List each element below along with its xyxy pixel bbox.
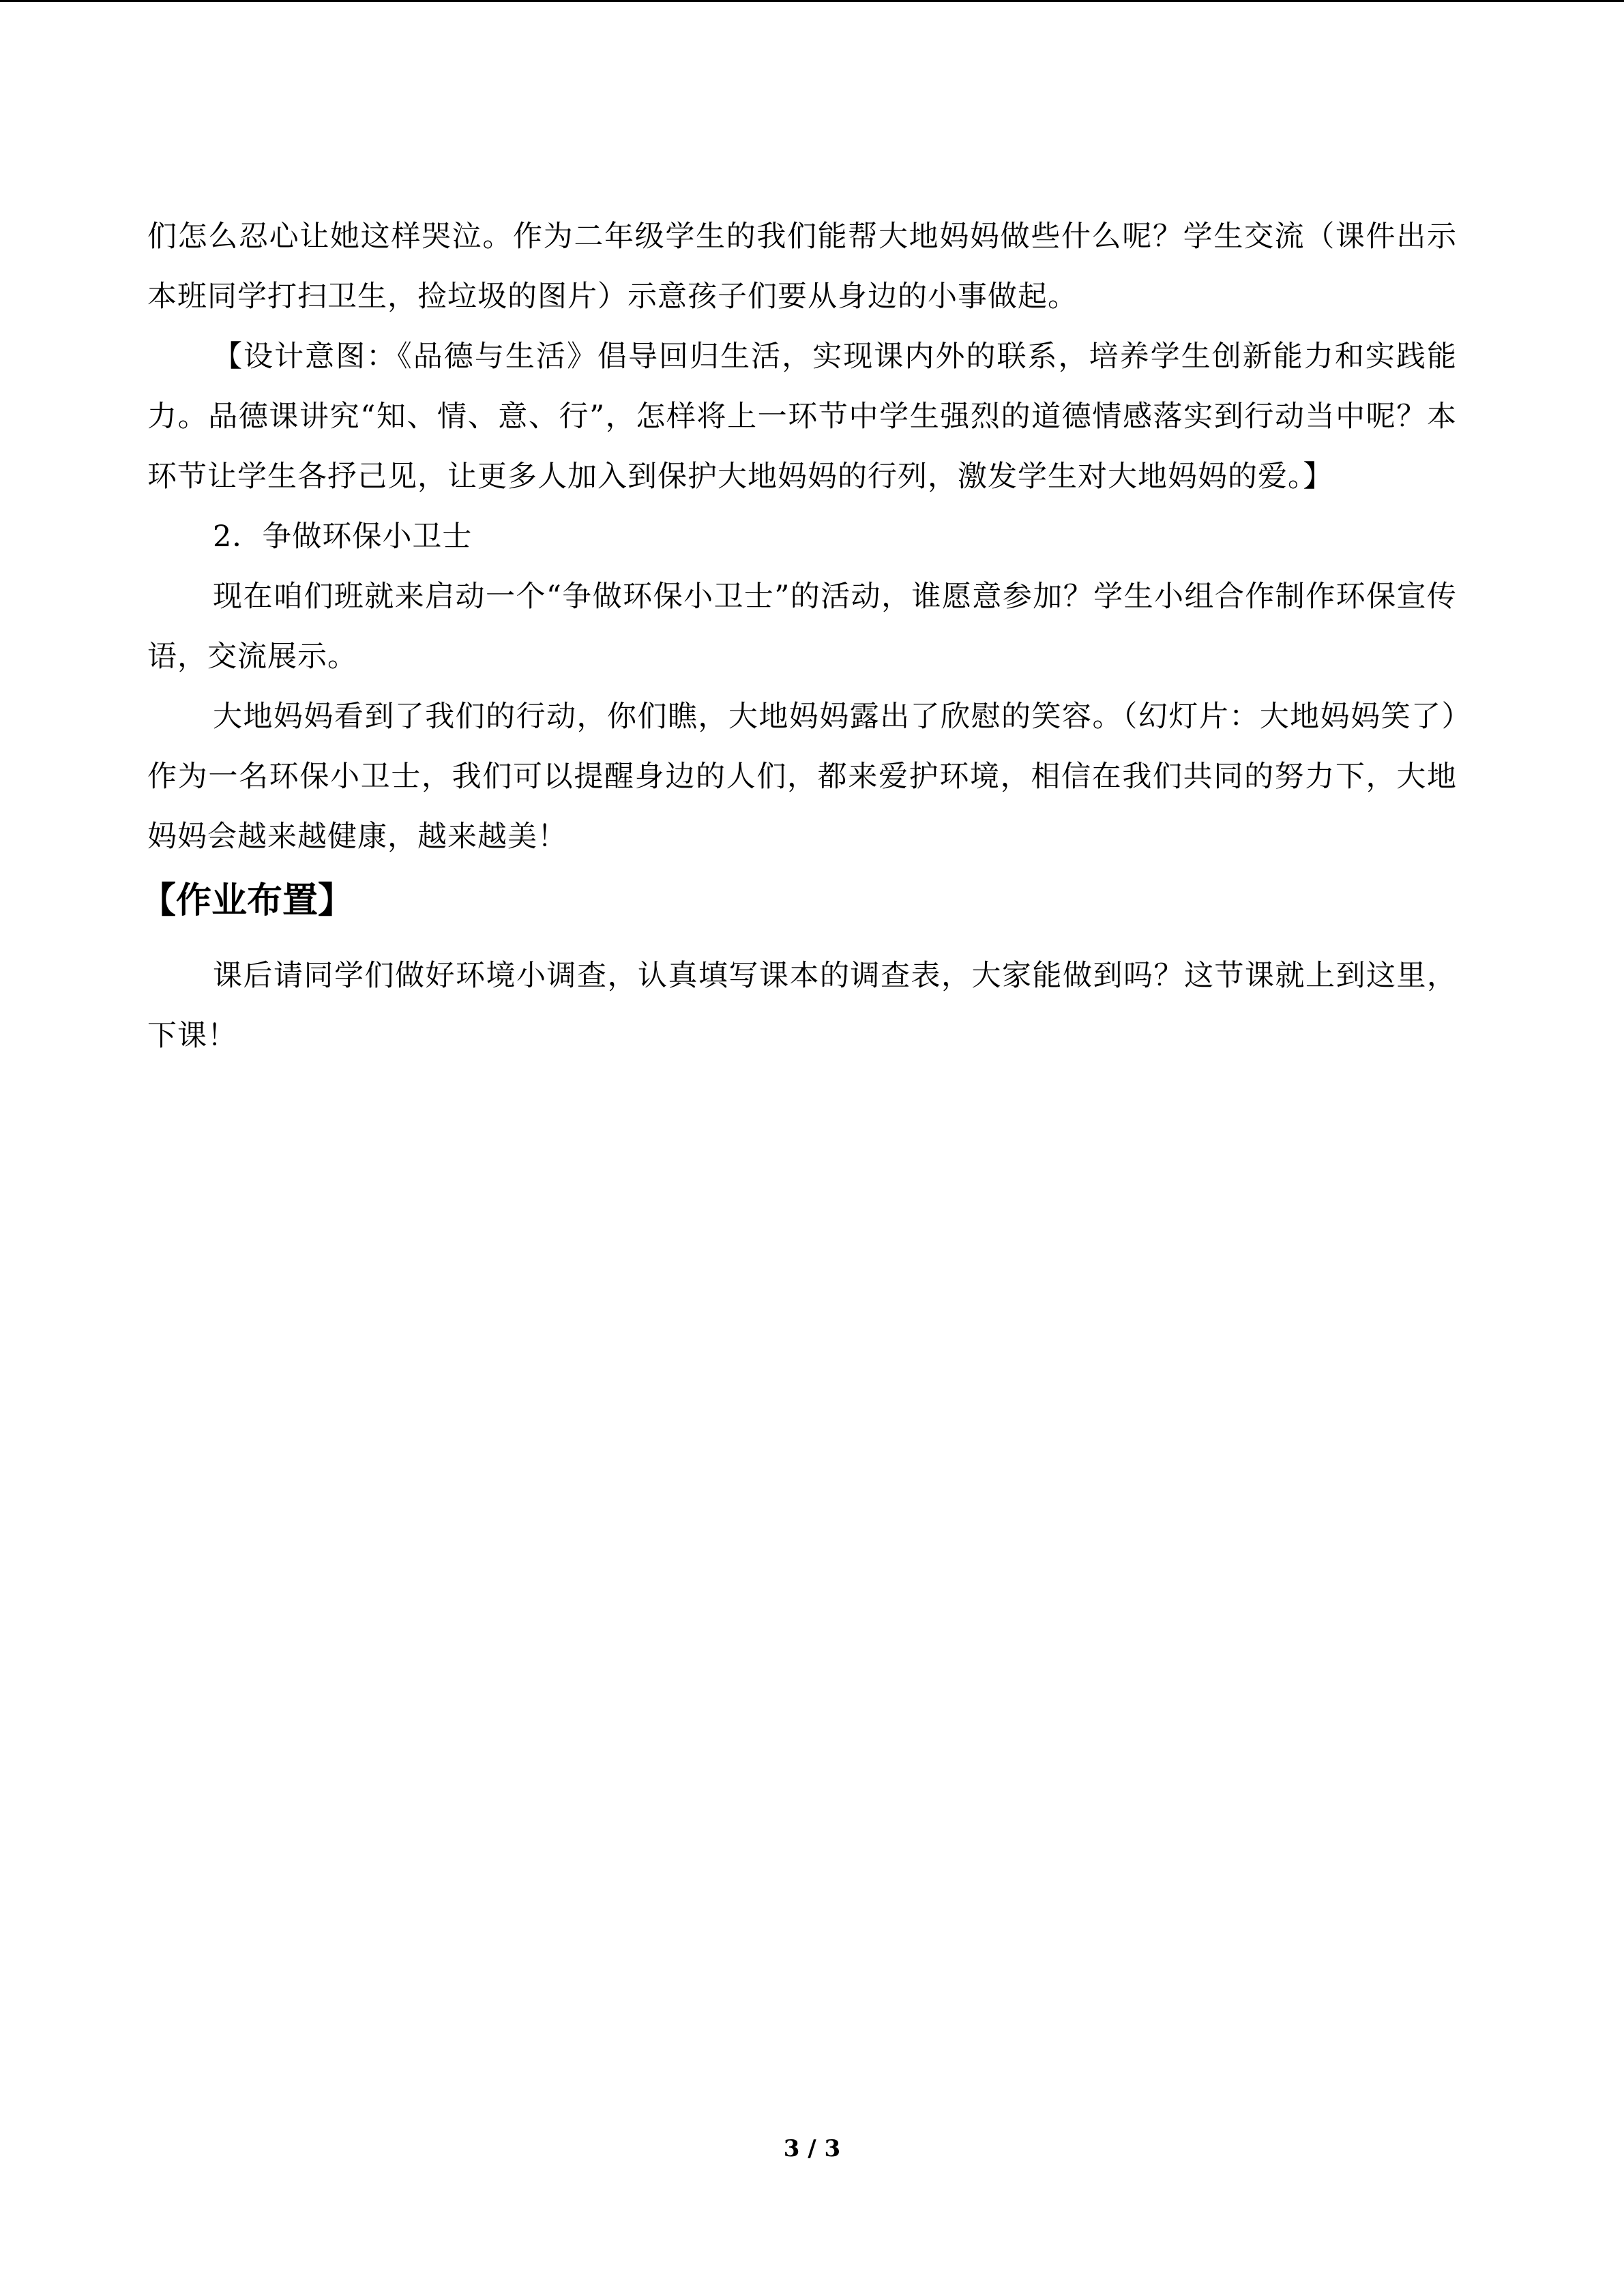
paragraph-mother-earth-smiles: 大地妈妈看到了我们的行动，你们瞧，大地妈妈露出了欣慰的笑容。（幻灯片：大地妈妈笑了）作为一名环保小卫士，我们可以提醒身边的人们，都来爱护环境，相信在我们共同的努力下，大地妈妈会越来越健康，越来越美！ bbox=[147, 700, 1457, 854]
section-title-eco-guard: 2．争做环保小卫士 bbox=[213, 520, 473, 554]
homework-heading: 【作业布置】 bbox=[141, 880, 354, 921]
page-number: 3 / 3 bbox=[783, 2135, 841, 2162]
paragraph-activity: 现在咱们班就来启动一个“争做环保小卫士”的活动，谁愿意参加？学生小组合作制作环保宣传语，交流展示。 bbox=[147, 580, 1457, 674]
paragraph-homework: 课后请同学们做好环境小调查，认真填写课本的调查表，大家能做到吗？这节课就上到这里，下课！ bbox=[147, 959, 1457, 1053]
document-body bbox=[141, 207, 1457, 1066]
paragraph-design-intent: 【设计意图：《品德与生活》倡导回归生活，实现课内外的联系，培养学生创新能力和实践能力。品德课讲究“知、情、意、行”，怎样将上一环节中学生强烈的道德情感落实到行动当中呢？本环节让学生各抒己见，让更多人加入到保护大地妈妈的行列，激发学生对大地妈妈的爱。】 bbox=[147, 340, 1457, 494]
paragraph-classroom-discussion: 们怎么忍心让她这样哭泣。作为二年级学生的我们能帮大地妈妈做些什么呢？学生交流（课件出示本班同学打扫卫生，捡垃圾的图片）示意孩子们要从身边的小事做起。 bbox=[147, 220, 1457, 314]
